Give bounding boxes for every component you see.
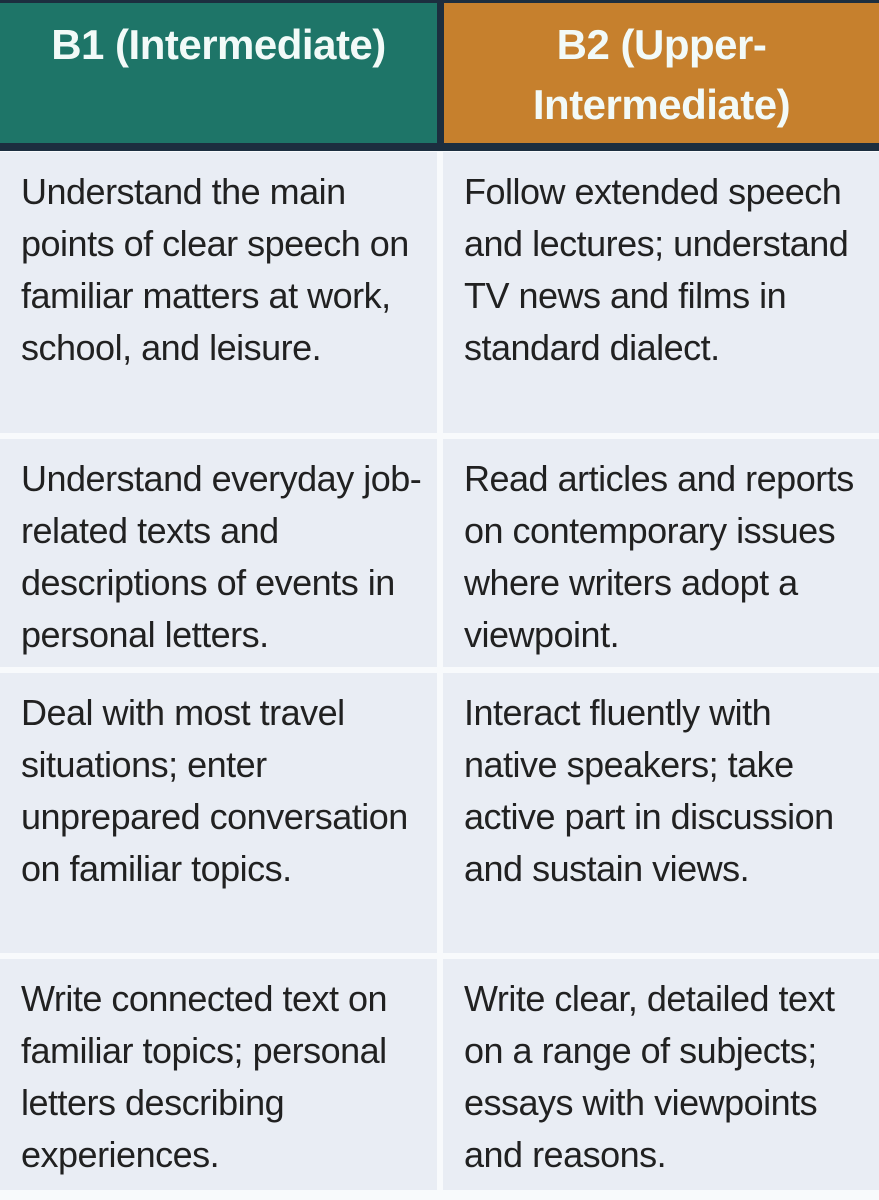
table-cell-b2: Write clear, detailed text on a range of subjects; essays with viewpoints and reasons.: [443, 959, 879, 1190]
table-cell-b2: Read articles and reports on contemporary issues where writers adopt a viewpoint.: [443, 439, 879, 667]
table-cell-b2: Interact fluently with native speakers; take active part in discussion and sustain views.: [443, 673, 879, 953]
table-row: [0, 959, 879, 1190]
table-row: [0, 673, 879, 953]
table-cell-b1: Understand the main points of clear speech on familiar matters at work, school, and leisure.: [0, 152, 437, 433]
table-row: [0, 439, 879, 667]
table-cell-b2: Follow extended speech and lectures; understand TV news and films in standard dialect.: [443, 152, 879, 433]
header-b2-upper-intermediate: B2 (Upper-Intermediate): [444, 3, 879, 143]
table-header-row: [0, 0, 879, 151]
table-cell-b1: Understand everyday job-related texts and descriptions of events in personal letters.: [0, 439, 437, 667]
table-cell-b1: Write connected text on familiar topics; personal letters describing experiences.: [0, 959, 437, 1190]
table-cell-b1: Deal with most travel situations; enter unprepared conversation on familiar topics.: [0, 673, 437, 953]
table-row: [0, 152, 879, 433]
header-b1-intermediate: B1 (Intermediate): [0, 3, 437, 143]
table-body: [0, 151, 879, 1190]
